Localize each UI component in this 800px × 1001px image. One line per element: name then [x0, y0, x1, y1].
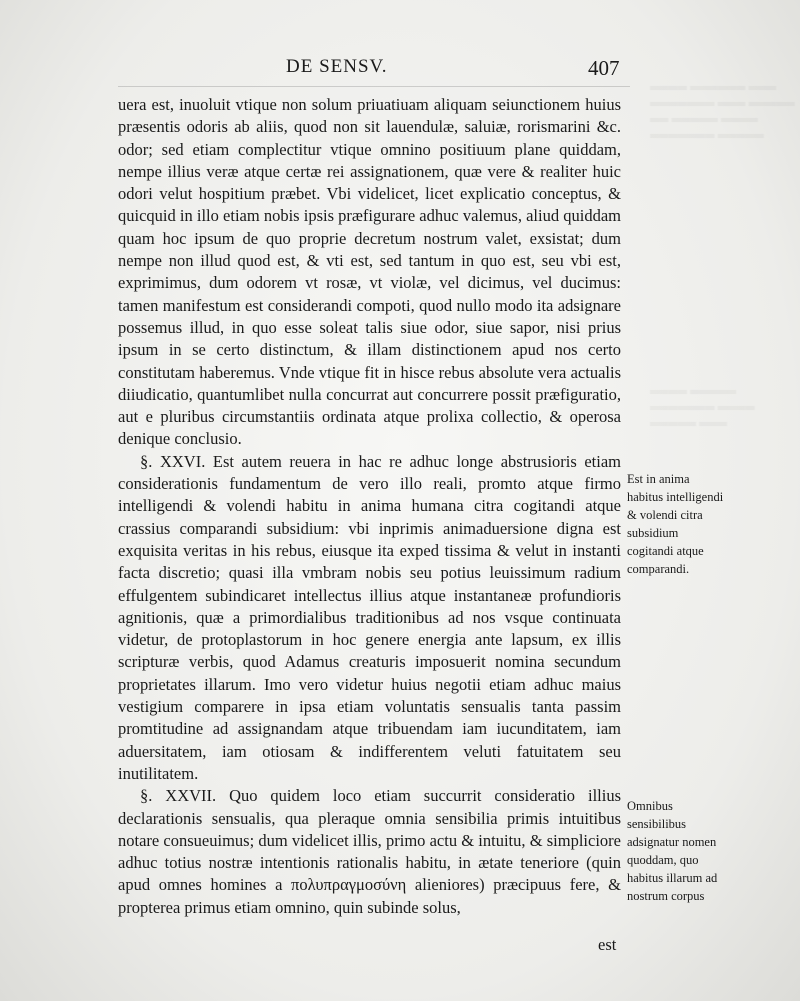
catchword: est — [598, 935, 617, 954]
marginal-note-xxvii: Omnibus sensibilibus adsignatur nomen quoddam, quo habitus illarum ad nostrum corpus — [627, 799, 718, 903]
marginal-note-xxvi: Est in anima habitus intelligendi & volendi citra subsidium cogitandi atque comparandi. — [627, 472, 724, 576]
section-xxvii: §. XXVII. Quo quidem loco etiam succurrit consideratio illius declarationis sensualis, qua pleraque omnia sensibilia primis intuitibus notare consueuimus; dum videlicet illis, primo actu & intuitu, & simpliciore adhuc totius nostræ intentionis rationalis habitu, in ætate teneriore (quin apud omnes homines a πολυπραγμοσύνη alieniores) præcipuus fere, & propterea primus etiam omnino, quin subinde solus, — [118, 786, 621, 917]
running-title: DE SENSV. — [286, 56, 388, 77]
page-number: 407 — [588, 56, 620, 80]
main-text-column — [118, 94, 621, 919]
section-xxvi: §. XXVI. Est autem reuera in hac re adhuc longe abstrusioris etiam considerationis fundamentum de vero illo reali, promto atque firmo intelligendi & volendi habitu in anima humana citra cogitandi atque crassius comparandi subsidium: vbi inprimis animaduersione digna est exquisita veritas in his rebus, eiusque ita exped tissima & velut in instanti facta discretio; quasi illa vmbram nobis seu potius leuissimum radium effulgentem subindicaret intellectus illius atque instantaneæ profundioris agnitionis, quæ a primordialibus traditionibus ad nos vsque continuata videtur, de protoplastorum in hoc genere energia ante lapsum, ex illis scripturæ verbis, quod Adamus creaturis imposuerit nomina secundum proprietates illarum. Imo vero videtur huius negotii etiam adhuc maius vestigium comparere in ipsa etiam voluntatis sensualis tanta passim promtitudine ad assignandam atque tribuendam iam iucunditatem, iam aduersitatem, iam otiosam & indifferentem veluti fatuitatem seu inutilitatem. — [118, 451, 621, 783]
show-through-text: ═══ ══════ ════ ═════ ═══ ═══════ ════ ═════ ══ ═════ ═══════ ═════ ════ ════ ═══════ ═══ ═════ — [650, 80, 795, 431]
header-rule — [118, 86, 630, 87]
paragraph-continued: uera est, inuoluit vtique non solum priuatiuam aliquam seiunctionem huius præsentis odoris ab aliis, quod non sit lauendulæ, saluiæ, rorismarini &c. odor; sed etiam complectitur vtique omnino positiuum plane quiddam, nempe illius veræ atque certæ rei assignationem, quæ vere & realiter huic odori velut hospitium præbet. Vbi videlicet, licet explicatio conceptus, & quicquid in illo etiam nobis ipsis præfigurare adhuc valemus, aliud quiddam quam hoc ipsum de quo proprie decretum nostrum valet, exsistat; dum nempe non illud quod est, & vti est, sed tantum in quo est, seu vbi est, exprimimus, dum odorem vt rosæ, vt violæ, vel dicimus, vel ducimus: tamen manifestum est considerandi compoti, quod nullo modo ita adsignare possemus illud, in quo esse soleat talis siue odor, siue sapor, nisi prius ipsum in se certo distinctum, & illam distinctionem apud nos certo constitutam haberemus. Vnde vtique fit in hisce rebus absolute vera actualis diiudicatio, quantumlibet nulla concurrat aut concurrere possit præfiguratio, aut e pluribus circumstantiis ordinata atque prolixa collectio, & operosa denique conclusio. — [118, 95, 621, 449]
